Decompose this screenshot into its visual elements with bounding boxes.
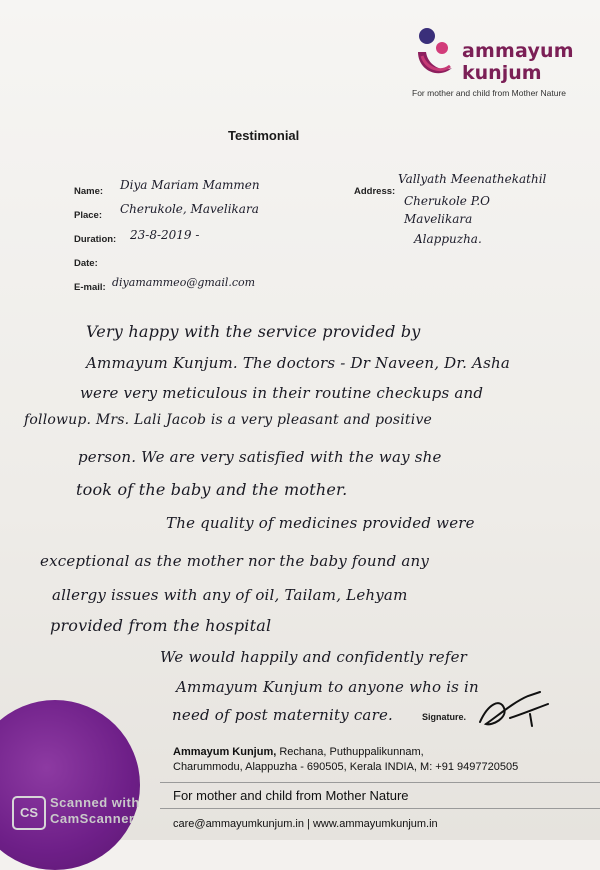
place-label: Place:: [74, 210, 102, 221]
camscanner-icon: CS: [12, 796, 46, 830]
address-line-2: Cherukole P.O: [404, 194, 491, 208]
testimonial-line: were very meticulous in their routine checkups and: [80, 384, 484, 402]
footer-divider: [160, 808, 600, 809]
brand-name-line2: kunjum: [462, 62, 542, 84]
footer-org-name: Ammayum Kunjum,: [173, 746, 277, 758]
date-label: Date:: [74, 258, 98, 269]
watermark-line2: CamScanner: [50, 811, 135, 826]
address-line-3: Mavelikara: [404, 212, 473, 226]
address-line-4: Alappuzha.: [414, 232, 482, 246]
testimonial-line: exceptional as the mother nor the baby found any: [40, 552, 430, 570]
testimonial-line: We would happily and confidently refer: [160, 648, 468, 666]
watermark-line1: Scanned with: [50, 795, 140, 810]
footer-address: Charummodu, Alappuzha - 690505, Kerala INDIA, M: +91 9497720505: [173, 761, 519, 773]
name-value: Diya Mariam Mammen: [120, 178, 260, 192]
signature-label: Signature.: [422, 712, 467, 722]
email-value: diyamammeo@gmail.com: [112, 276, 256, 289]
handwritten-signature: [470, 684, 560, 734]
footer-contact: care@ammayumkunjum.in | www.ammayumkunjum.in: [173, 818, 438, 830]
testimonial-line: need of post maternity care.: [172, 706, 393, 724]
email-label: E-mail:: [74, 282, 106, 293]
name-label: Name:: [74, 186, 104, 197]
testimonial-line: Ammayum Kunjum. The doctors - Dr Naveen, Dr. Asha: [86, 354, 510, 372]
testimonial-line: followup. Mrs. Lali Jacob is a very pleasant and positive: [24, 412, 433, 428]
footer-org: [173, 746, 424, 758]
duration-value: 23-8-2019 -: [130, 228, 200, 242]
decorative-circle: [0, 700, 140, 870]
duration-label: Duration:: [74, 234, 117, 245]
testimonial-line: allergy issues with any of oil, Tailam, Lehyam: [52, 586, 408, 604]
testimonial-line: took of the baby and the mother.: [76, 480, 348, 499]
footer-org-rest: Rechana, Puthuppalikunnam,: [276, 746, 424, 758]
testimonial-line: Very happy with the service provided by: [86, 322, 421, 341]
address-line-1: Vallyath Meenathekathil: [398, 172, 547, 186]
footer-divider: [160, 782, 600, 783]
mother-child-logo-icon: [412, 22, 460, 82]
brand-tagline: For mother and child from Mother Nature: [412, 88, 567, 98]
testimonial-line: The quality of medicines provided were: [166, 514, 475, 532]
testimonial-line: provided from the hospital: [50, 616, 272, 635]
address-label: Address:: [354, 186, 396, 197]
footer-tagline: For mother and child from Mother Nature: [173, 788, 409, 803]
testimonial-line: Ammayum Kunjum to anyone who is in: [176, 678, 479, 696]
place-value: Cherukole, Mavelikara: [120, 202, 259, 216]
brand-name-line1: ammayum: [462, 40, 574, 62]
testimonial-line: person. We are very satisfied with the way she: [78, 448, 442, 466]
page-title: Testimonial: [228, 128, 300, 143]
